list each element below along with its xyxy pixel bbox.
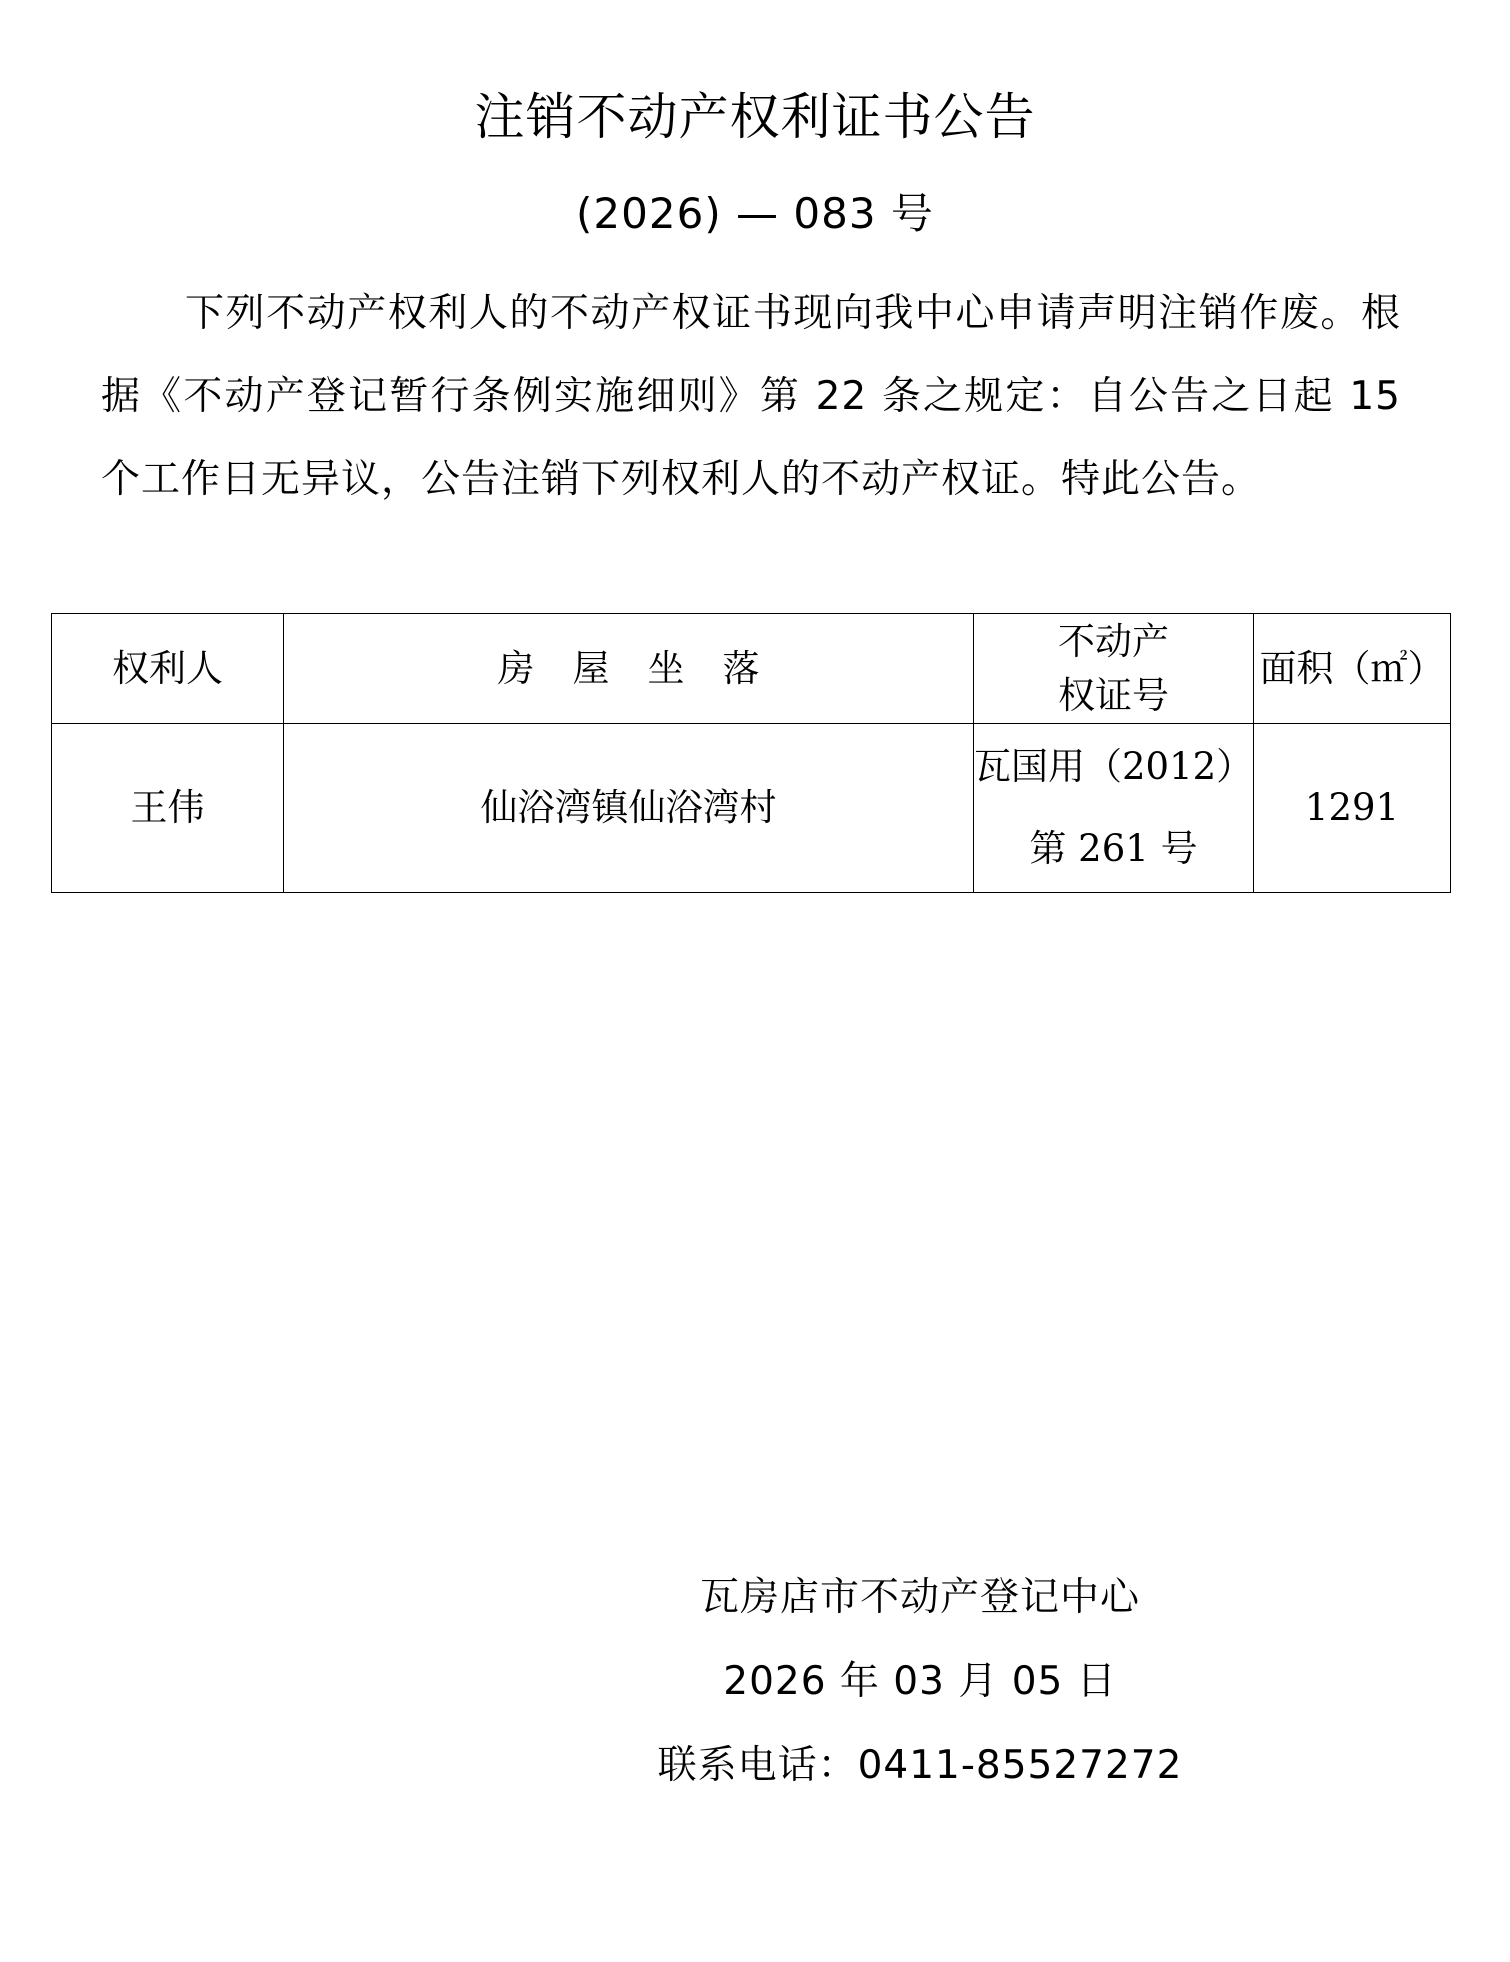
header-certificate-line1: 不动产: [1058, 619, 1169, 663]
notice-body: 下列不动产权利人的不动产权证书现向我中心申请声明注销作废。根据《不动产登记暂行条例实施细则》第 22 条之规定：自公告之日起 15 个工作日无异议，公告注销下列权利人的不动产权证。特此公告。: [101, 291, 1401, 502]
cell-certificate-line2: 第 261 号: [1029, 827, 1198, 870]
table-row: [52, 724, 1451, 893]
header-certificate: [974, 614, 1254, 724]
cell-certificate: [974, 724, 1254, 893]
certificate-table: [51, 613, 1451, 893]
page-title: 注销不动产权利证书公告: [474, 88, 1036, 146]
issue-date: 2026 年 03 月 05 日: [723, 1659, 1117, 1704]
cell-location: 仙浴湾镇仙浴湾村: [284, 724, 974, 893]
header-holder: [52, 614, 284, 724]
document-number: (2026) — 083 号: [576, 189, 934, 238]
issuing-organization: 瓦房店市不动产登记中心: [699, 1575, 1140, 1620]
header-location-label: 房屋坐落: [497, 646, 798, 690]
contact-phone: 联系电话：0411-85527272: [657, 1743, 1183, 1788]
header-area-label: 面积（㎡）: [1259, 646, 1445, 690]
table-header-row: [52, 614, 1451, 724]
cell-certificate-line1: 瓦国用（2012）: [974, 745, 1254, 788]
header-holder-label: 权利人: [112, 646, 223, 690]
header-location: [284, 614, 974, 724]
cell-area: 1291: [1254, 724, 1451, 893]
header-certificate-line2: 权证号: [1058, 673, 1169, 717]
header-area: [1254, 614, 1451, 724]
cell-holder: 王伟: [52, 724, 284, 893]
